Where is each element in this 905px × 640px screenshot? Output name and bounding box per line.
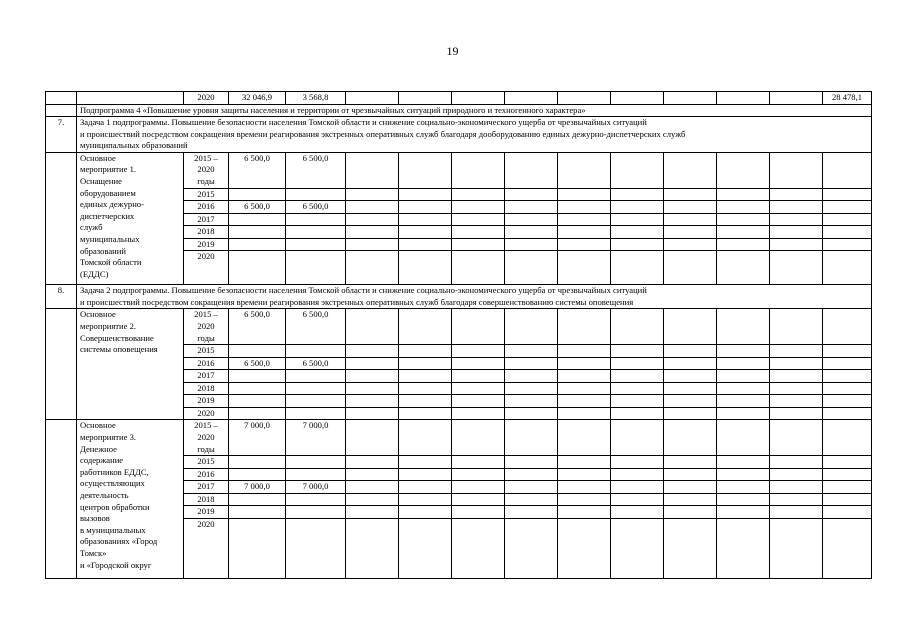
value-cell: 6 500,0: [229, 201, 286, 214]
activity-name: Основное мероприятие 2. Совершенствование системы оповещения: [77, 309, 184, 420]
task-number: 7.: [46, 117, 77, 153]
task-description: [77, 285, 872, 309]
year-cell: 2020: [184, 251, 229, 285]
task-row: [46, 285, 872, 309]
task-line: и происшествий посредством сокращения времени реагирования экстренных оперативных служб благодаря совершенствованию системы оповещения: [80, 296, 634, 307]
task-line: Задача 1 подпрограммы. Повышение безопасности населения Томской области и снижение социально-экономического ущерба от чрезвычайных ситуаций: [80, 117, 647, 127]
table-row: [46, 420, 872, 456]
value-cell: 3 568,8: [286, 92, 346, 105]
value-cell: 6 500,0: [286, 357, 346, 370]
period-cell: 2015 – 2020 годы: [184, 309, 229, 345]
year-cell: 2016: [184, 468, 229, 481]
activity-name: Основное мероприятие 3. Денежное содержание работников ЕДДС, осуществляющих деятельность центров обработки вызовов в муниципальных образованиях «Город Томск» и «Городской округ: [77, 420, 184, 579]
value-cell: 7 000,0: [229, 481, 286, 494]
year-cell: 2015: [184, 188, 229, 201]
value-cell: 6 500,0: [229, 152, 286, 188]
value-cell: 6 500,0: [286, 201, 346, 214]
year-cell: 2017: [184, 213, 229, 226]
task-line: муниципальных образований: [80, 140, 188, 151]
page-number: 19: [446, 44, 459, 58]
value-cell: 28 478,1: [823, 92, 872, 105]
year-cell: 2019: [184, 506, 229, 519]
table-row: [46, 92, 872, 105]
value-cell: 7 000,0: [229, 420, 286, 456]
value-cell: 6 500,0: [229, 357, 286, 370]
task-description: [77, 117, 872, 153]
year-cell: 2017: [184, 481, 229, 494]
year-cell: 2015: [184, 345, 229, 358]
subprogram-row: [46, 104, 872, 117]
activity-name: Основное мероприятие 1. Оснащение оборудованием единых дежурно- диспетчерских служб муниципальных образований Томской области (ЕДДС): [77, 152, 184, 285]
year-cell: 2018: [184, 493, 229, 506]
task-row: [46, 117, 872, 153]
year-cell: 2020: [184, 407, 229, 420]
year-cell: 2018: [184, 226, 229, 239]
task-line: Задача 2 подпрограммы. Повышение безопасности населения Томской области и снижение социально-экономического ущерба от чрезвычайных ситуаций: [80, 285, 647, 296]
year-cell: 2016: [184, 201, 229, 214]
value-cell: 6 500,0: [286, 152, 346, 188]
period-cell: 2015 – 2020 годы: [184, 152, 229, 188]
year-cell: 2020: [184, 518, 229, 578]
table-row: [46, 152, 872, 188]
program-table: [45, 91, 872, 579]
value-cell: 6 500,0: [286, 309, 346, 345]
value-cell: 6 500,0: [229, 309, 286, 345]
value-cell: 7 000,0: [286, 481, 346, 494]
year-cell: 2017: [184, 370, 229, 383]
value-cell: 7 000,0: [286, 420, 346, 456]
year-cell: 2019: [184, 395, 229, 408]
subprogram-title: Подпрограмма 4 «Повышение уровня защиты населения и территории от чрезвычайных ситуаций природного и техногенного характера»: [77, 104, 872, 117]
year-cell: 2019: [184, 238, 229, 251]
year-cell: 2016: [184, 357, 229, 370]
value-cell: 32 046,9: [229, 92, 286, 105]
table-row: [46, 309, 872, 345]
year-cell: 2015: [184, 456, 229, 469]
task-line: и происшествий посредством сокращения времени реагирования экстренных оперативных служб благодаря дооборудованию единых дежурно-диспетчерских служб: [80, 128, 686, 139]
period-cell: 2015 – 2020 годы: [184, 420, 229, 456]
year-cell: 2020: [184, 92, 229, 105]
task-number: 8.: [46, 285, 77, 309]
year-cell: 2018: [184, 382, 229, 395]
